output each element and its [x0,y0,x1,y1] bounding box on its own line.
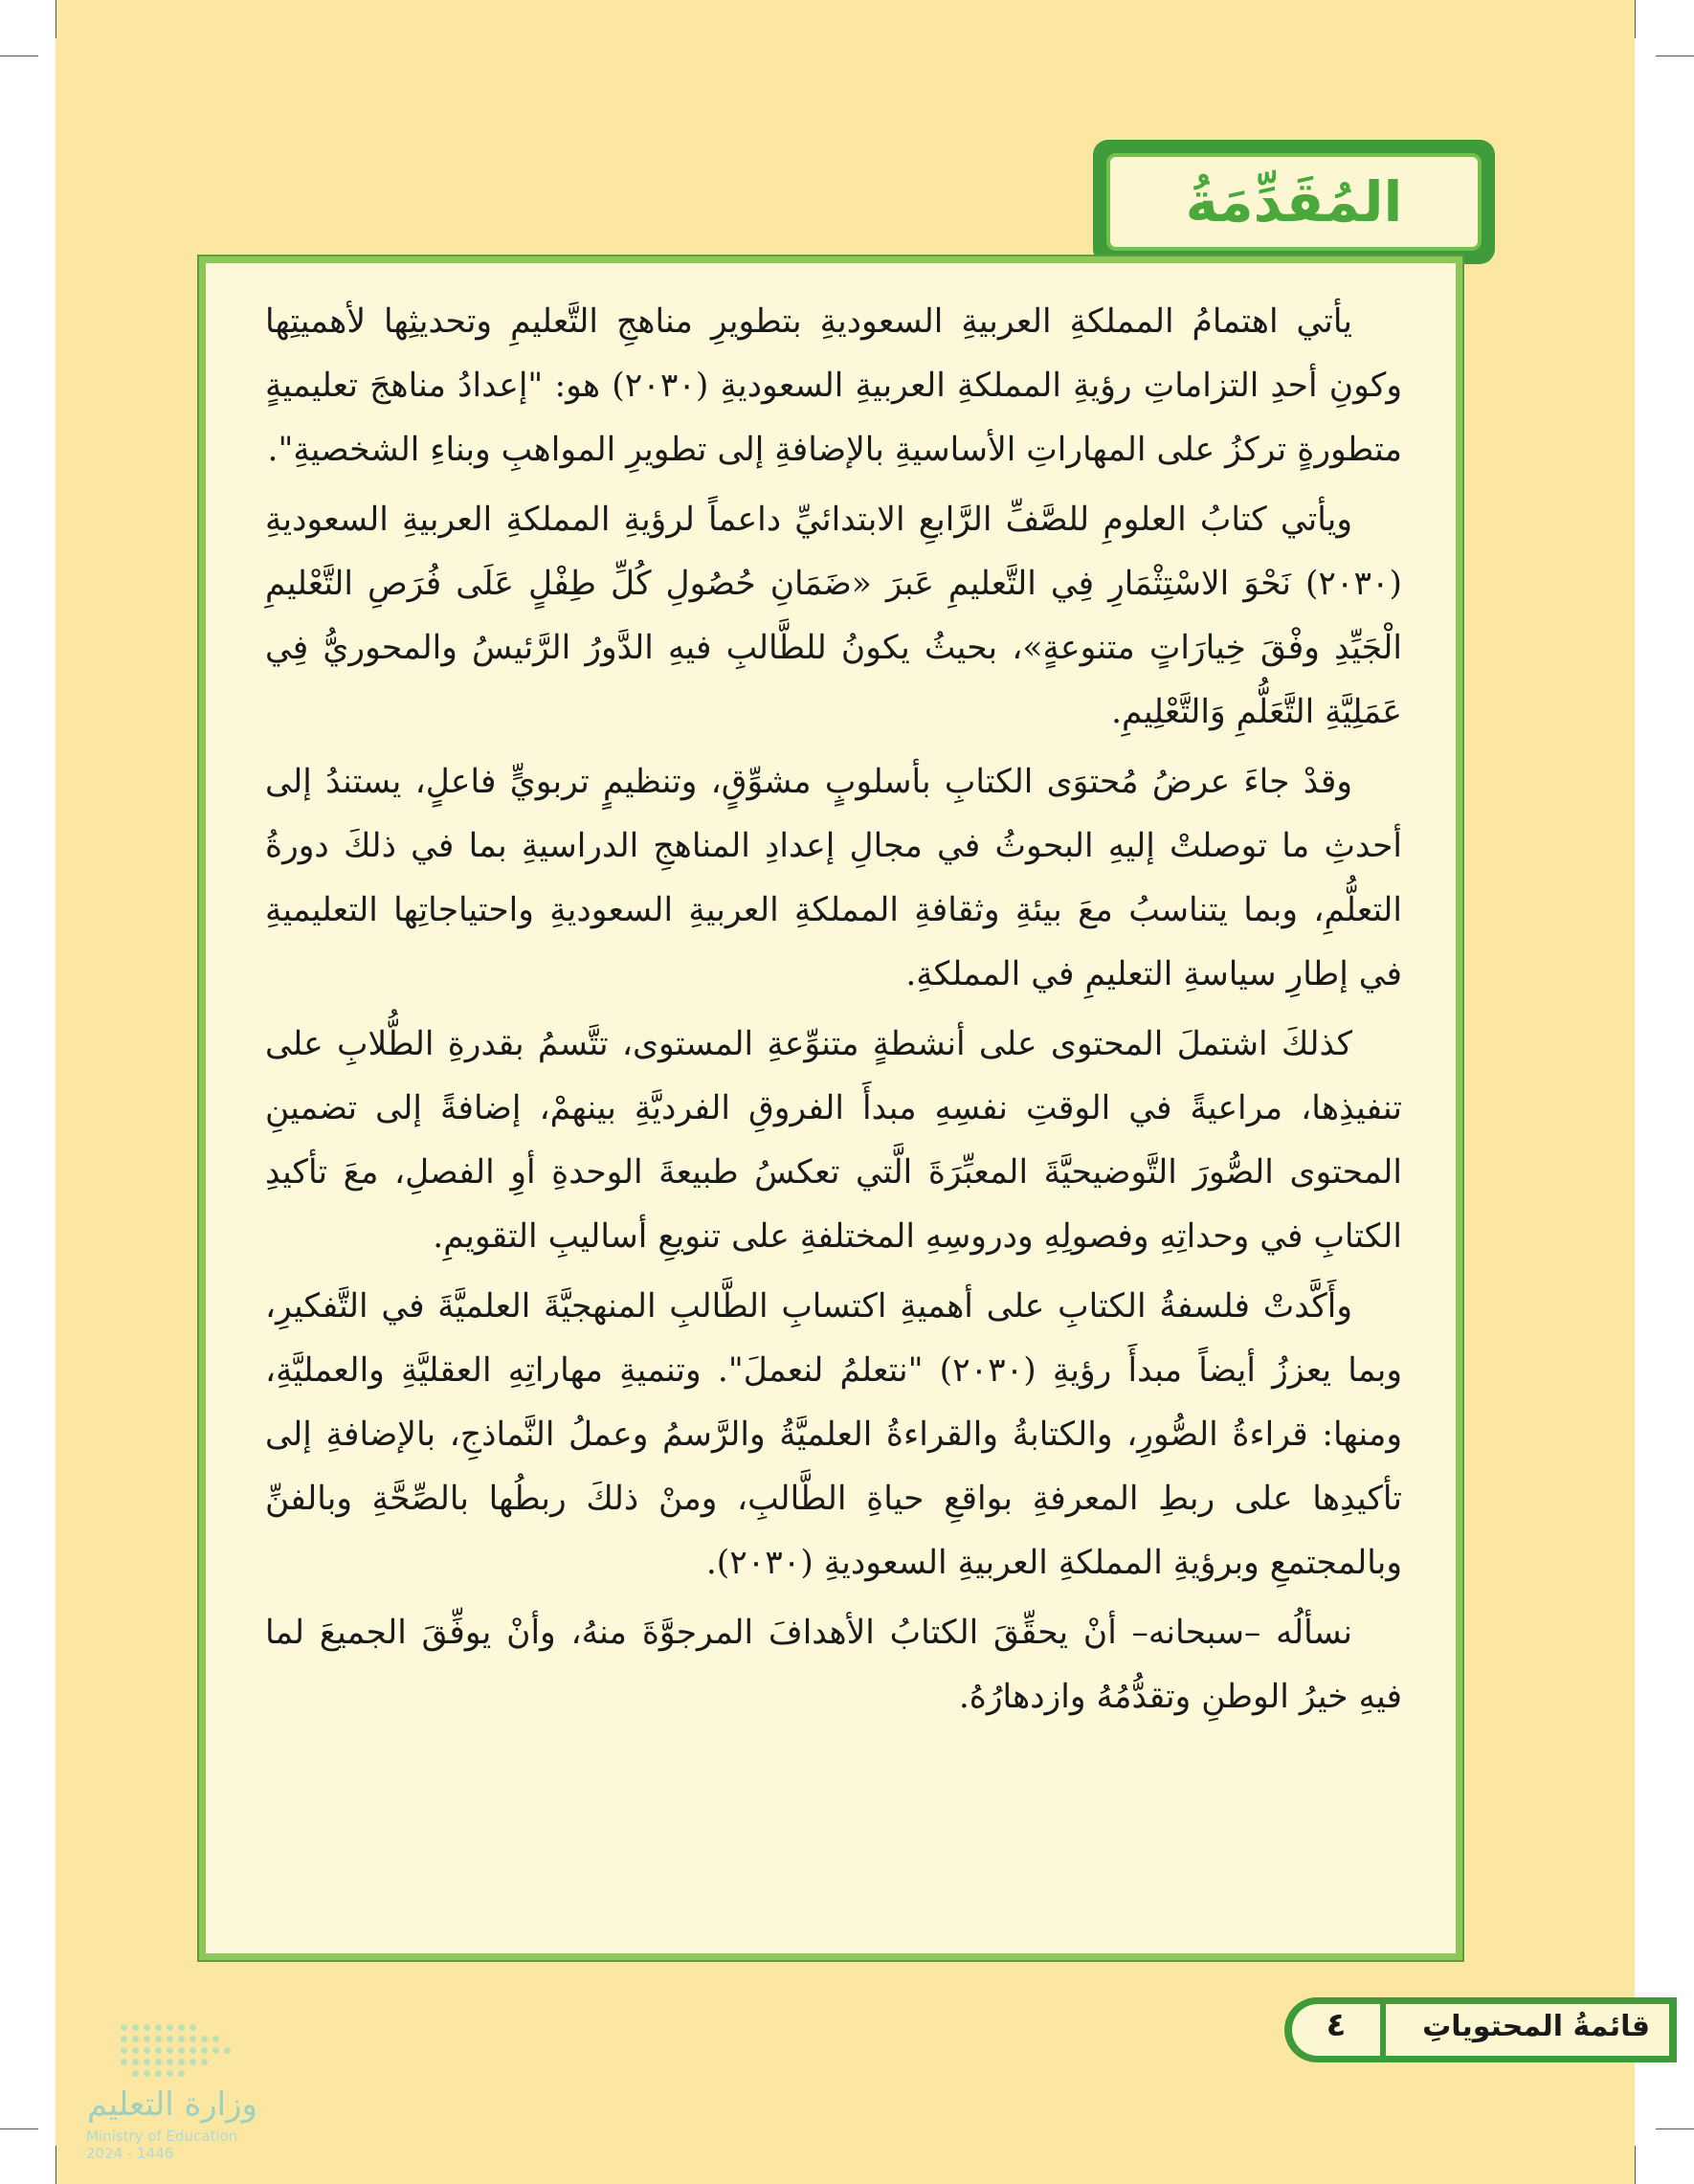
logo-year: 2024 - 1446 [86,2145,174,2162]
footer-label: قائمةُ المحتوياتِ [1422,2010,1650,2043]
crop-mark [0,2128,38,2129]
title-banner [1093,140,1495,264]
ministry-logo [86,2024,306,2162]
paragraph: كذلكَ اشتملَ المحتوى على أنشطةٍ متنوِّعةِ المستوى، تتَّسمُ بقدرةِ الطُّلابِ على تنفيذِها، مراعيةً في الوقتِ نفسِهِ مبدأَ الفروقِ الفرديَّةِ بينهمْ، إضافةً إلى تضمينِ المحتوى الصُّورَ التَّوضيحيَّةَ المعبِّرَةَ الَّتي تعكسُ طبيعةَ الوحدةِ أوِ الفصلِ، معَ تأكيدِ الكتابِ في وحداتِهِ وفصولِهِ ودروسِهِ المختلفةِ على تنويعِ أساليبِ التقويمِ. [265,1025,1402,1256]
table-of-contents-link[interactable] [1284,1997,1677,2062]
paragraph: نسألُه –سبحانه– أنْ يحقِّقَ الكتابُ الأهدافَ المرجوَّةَ منهُ، وأنْ يوفِّقَ الجميعَ لما فيهِ خيرُ الوطنِ وتقدُّمُهُ وازدهارُهُ. [265,1614,1402,1716]
page-title: المُقَدِّمَةُ [1185,169,1403,234]
paragraph: وقدْ جاءَ عرضُ مُحتوَى الكتابِ بأسلوبٍ مشوِّقٍ، وتنظيمٍ تربويٍّ فاعلٍ، يستندُ إلى أحدثِ ما توصلتْ إليهِ البحوثُ في مجالِ إعدادِ المناهجِ الدراسيةِ بما في ذلكَ دورةُ التعلُّمِ، وبما يتناسبُ معَ بيئةِ وثقافةِ المملكةِ العربيةِ السعوديةِ واحتياجاتِها التعليميةِ في إطارِ سياسةِ التعليمِ في المملكةِ. [265,763,1402,993]
logo-name-english: Ministry of Education [86,2128,238,2145]
paragraph: ويأتي كتابُ العلومِ للصَّفِّ الرَّابعِ الابتدائيِّ داعماً لرؤيةِ المملكةِ العربيةِ السعوديةِ (٢٠٣٠) نَحْوَ الاسْتِثْمَارِ فِي التَّعليمِ عَبرَ «ضَمَانِ حُصُولِ كُلِّ طِفْلٍ عَلَى فُرَصِ التَّعْليمِ الْجَيِّدِ وفْقَ خِيارَاتٍ متنوعةٍ»، بحيثُ يكونُ للطَّالبِ فيهِ الدَّورُ الرَّئيسُ والمحوريُّ فِي عَمَلِيَّةِ التَّعَلُّمِ وَالتَّعْلِيمِ. [265,501,1402,731]
paragraph: وأَكَّدتْ فلسفةُ الكتابِ على أهميةِ اكتسابِ الطَّالبِ المنهجيَّةَ العلميَّةَ في التَّفكيرِ، وبما يعززُ أيضاً مبدأَ رؤيةِ (٢٠٣٠) "نتعلمُ لنعملَ". وتنميةِ مهاراتِهِ العقليَّةِ والعمليَّةِ، ومنها: قراءةُ الصُّورِ، والكتابةُ والقراءةُ العلميَّةُ والرَّسمُ وعملُ النَّماذجِ، بالإضافةِ إلى تأكيدِها على ربطِ المعرفةِ بواقعِ حياةِ الطَّالبِ، ومنْ ذلكَ ربطُها بالصِّحَّةِ وبالفنِّ وبالمجتمعِ وبرؤيةِ المملكةِ العربيةِ السعوديةِ (٢٠٣٠). [265,1287,1402,1582]
title-banner-inner [1106,153,1482,251]
crop-mark [1656,2128,1694,2129]
logo-name-arabic: وزارة التعليم [87,2085,257,2124]
crop-mark [1635,2146,1636,2184]
crop-mark [1635,0,1636,38]
footer-divider [1380,2004,1386,2056]
paragraph: يأتي اهتمامُ المملكةِ العربيةِ السعوديةِ بتطويرِ مناهجِ التَّعليمِ وتحديثِها لأهميتِها وكونِ أحدِ التزاماتِ رؤيةِ المملكةِ العربيةِ السعوديةِ (٢٠٣٠) هو: "إعدادُ مناهجَ تعليميةٍ متطورةٍ تركزُ على المهاراتِ الأساسيةِ بالإضافةِ إلى تطويرِ المواهبِ وبناءِ الشخصيةِ". [265,302,1403,469]
introduction-text [265,290,1402,1735]
content-frame [199,256,1462,1960]
footer-inner [1292,2004,1669,2056]
page-number: ٤ [1326,2006,1347,2044]
